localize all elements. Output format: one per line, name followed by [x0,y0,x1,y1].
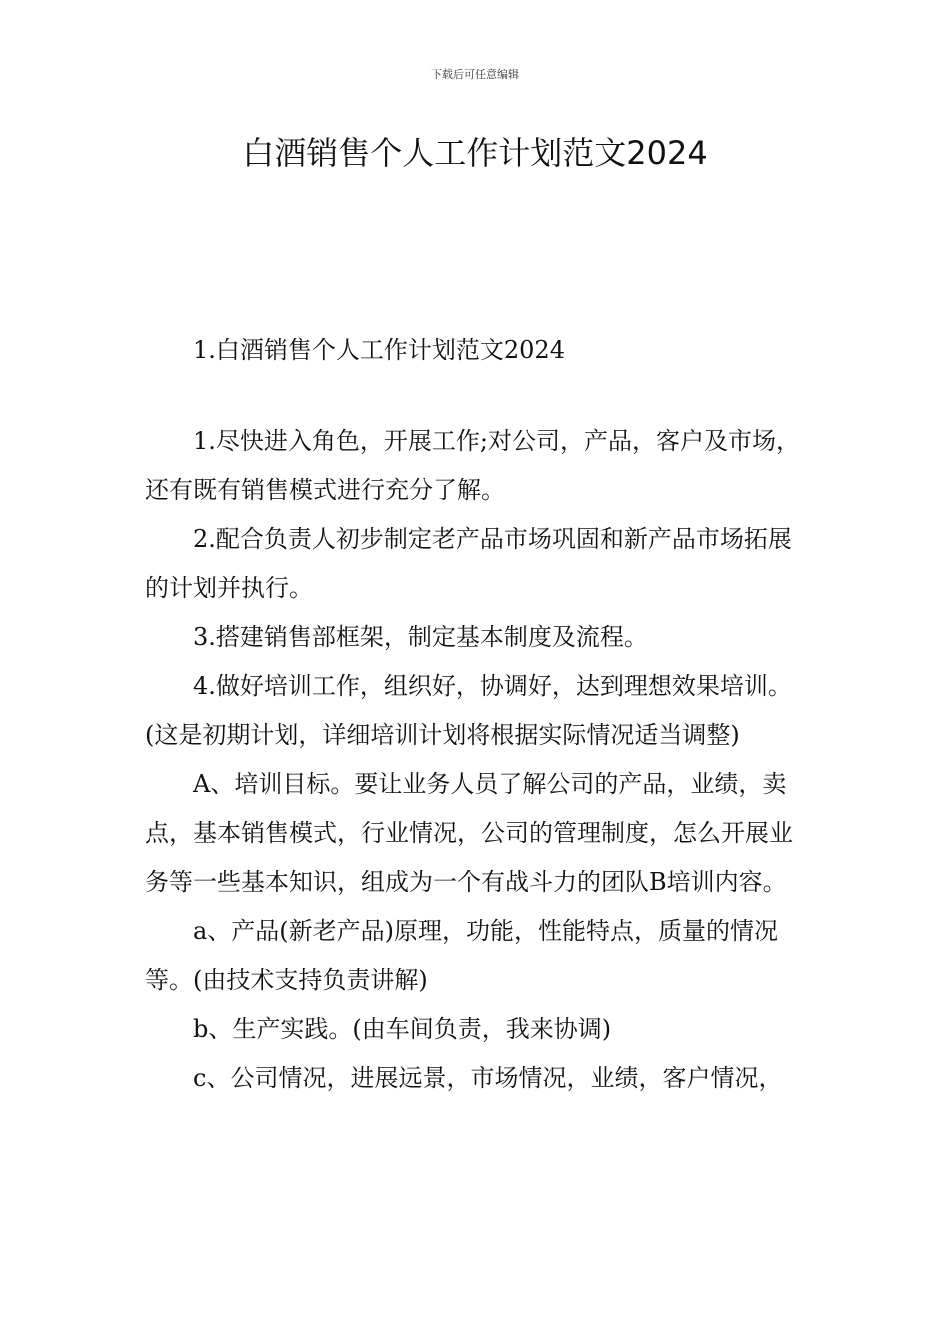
paragraph-1: 1.尽快进入角色，开展工作;对公司，产品，客户及市场，还有既有销售模式进行充分了解。 [145,427,800,504]
paragraph-5: A、培训目标。要让业务人员了解公司的产品，业绩，卖点，基本销售模式，行业情况，公司的管理制度，怎么开展业务等一些基本知识，组成为一个有战斗力的团队B培训内容。 [145,770,793,896]
paragraph-2: 2.配合负责人初步制定老产品市场巩固和新产品市场拓展的计划并执行。 [145,525,792,602]
document-title: 白酒销售个人工作计划范文2024 [242,134,708,172]
paragraph-7: b、生产实践。(由车间负责，我来协调) [193,1015,612,1043]
section-heading: 1.白酒销售个人工作计划范文2024 [193,336,565,364]
document-body [145,326,805,1103]
paragraph-4: 4.做好培训工作，组织好，协调好，达到理想效果培训。(这是初期计划，详细培训计划将根据实际情况适当调整) [145,672,792,749]
paragraph-8: c、公司情况，进展远景，市场情况，业绩，客户情况， [193,1064,783,1092]
header-note: 下载后可任意编辑 [431,68,519,81]
paragraph-3: 3.搭建销售部框架，制定基本制度及流程。 [193,623,648,651]
paragraph-6: a、产品(新老产品)原理，功能，性能特点，质量的情况等。(由技术支持负责讲解) [145,917,779,994]
